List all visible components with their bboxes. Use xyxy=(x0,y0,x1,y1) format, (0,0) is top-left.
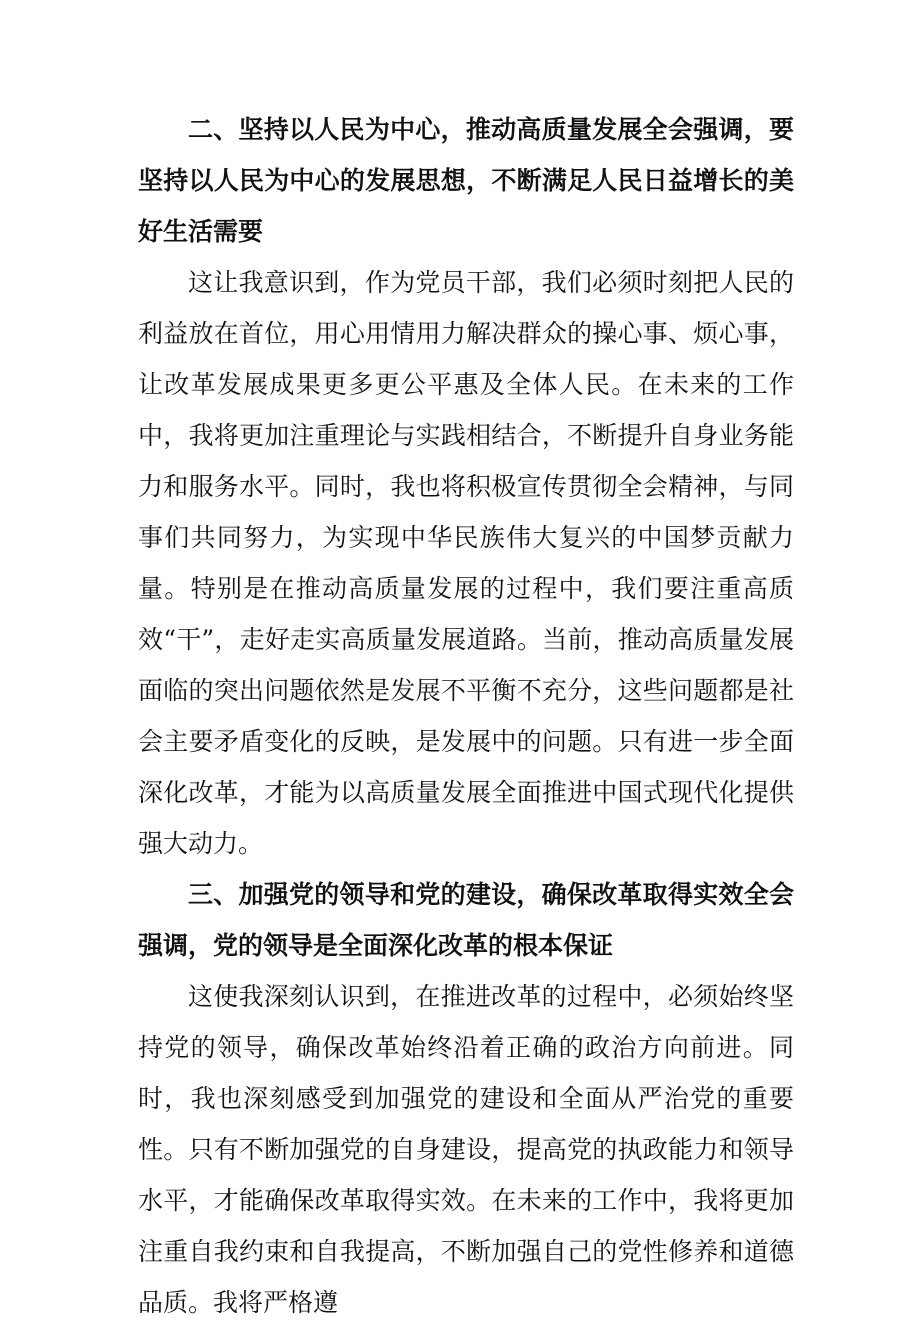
section-body-3: 这使我深刻认识到，在推进改革的过程中，必须始终坚持党的领导，确保改革始终沿着正确的政治方向前进。同时，我也深刻感受到加强党的建设和全面从严治党的重要性。只有不断加强党的自身建设，提高党的执政能力和领导水平，才能确保改革取得实效。在未来的工作中，我将更加注重自我约束和自我提高，不断加强自己的党性修养和道德品质。我将严格遵 xyxy=(138,982,794,1317)
section-body-2: 这让我意识到，作为党员干部，我们必须时刻把人民的利益放在首位，用心用情用力解决群众的操心事、烦心事，让改革发展成果更多更公平惠及全体人民。在未来的工作中，我将更加注重理论与实践相结合，不断提升自身业务能力和服务水平。同时，我也将积极宣传贯彻全会精神，与同事们共同努力，为实现中华民族伟大复兴的中国梦贡献力量。特别是在推动高质量发展的过程中，我们要注重高质效“干”，走好走实高质量发展道路。当前，推动高质量发展面临的突出问题依然是发展不平衡不充分，这些问题都是社会主要矛盾变化的反映，是发展中的问题。只有进一步全面深化改革，才能为以高质量发展全面推进中国式现代化提供强大动力。 xyxy=(138,268,794,858)
section-heading-3: 三、加强党的领导和党的建设，确保改革取得实效全会强调，党的领导是全面深化改革的根本保证 xyxy=(138,880,794,960)
document-page xyxy=(138,104,794,1328)
section-heading-2: 二、坚持以人民为中心，推动高质量发展全会强调，要坚持以人民为中心的发展思想，不断满足人民日益增长的美好生活需要 xyxy=(138,115,794,246)
